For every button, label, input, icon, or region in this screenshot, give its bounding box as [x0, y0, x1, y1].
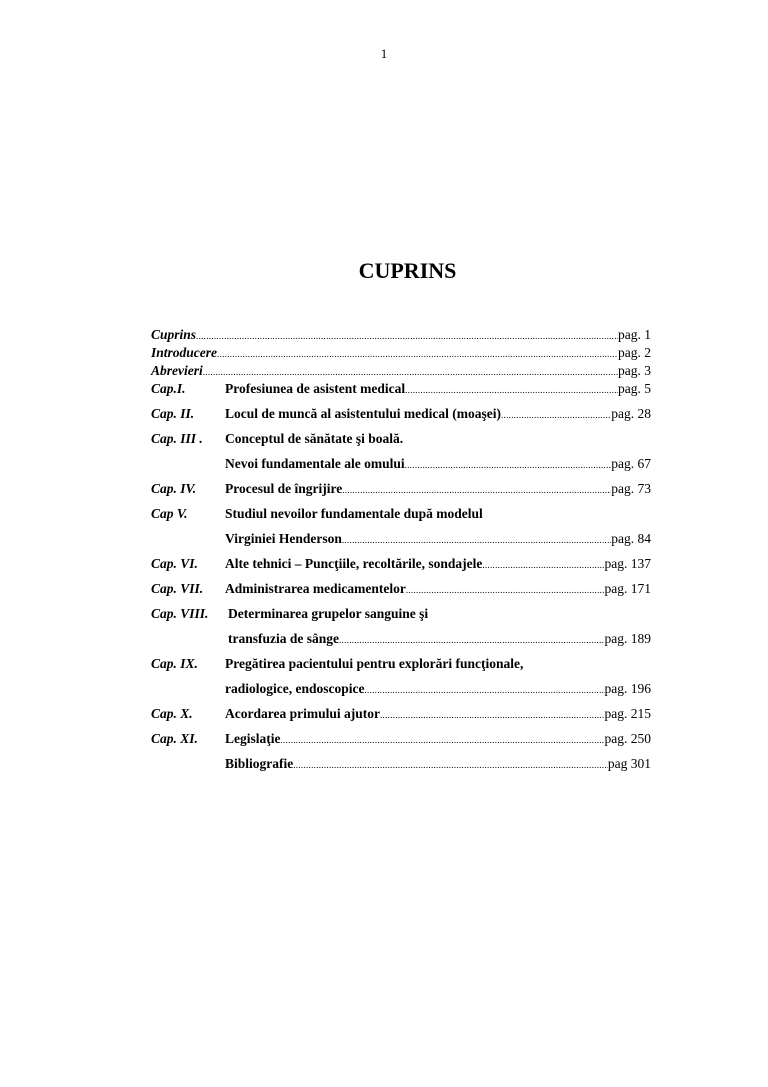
leader-dots: [342, 531, 611, 549]
toc-entry-introducere[interactable]: [151, 344, 651, 362]
toc-page: pag 301: [607, 756, 651, 771]
toc-label: Cap. X.: [151, 706, 193, 721]
toc-page: pag. 171: [604, 581, 651, 596]
toc-page: pag. 28: [611, 406, 651, 421]
toc-label: Cap. II.: [151, 406, 195, 421]
toc-text: Alte tehnici – Puncţiile, recoltările, sondajele: [225, 556, 483, 571]
toc-entry-cap-9[interactable]: [151, 655, 651, 673]
toc-entry-cap-1[interactable]: [151, 380, 651, 398]
toc-text: Profesiunea de asistent medical: [225, 381, 406, 396]
toc-entry-cap-4[interactable]: [151, 480, 651, 498]
toc-page: pag. 67: [611, 456, 651, 471]
toc-entry-bibliografie[interactable]: [151, 755, 651, 773]
toc-text: radiologice, endoscopice: [225, 681, 365, 696]
toc-text: Acordarea primului ajutor: [225, 706, 380, 721]
leader-dots: [380, 706, 605, 724]
toc-page: pag. 2: [618, 345, 651, 360]
toc-entry-cap-10[interactable]: [151, 705, 651, 723]
toc-label: Cap. IX.: [151, 656, 198, 671]
toc-text: Nevoi fundamentale ale omului: [225, 456, 405, 471]
leader-dots: [281, 731, 605, 749]
toc-text: Legislaţie: [225, 731, 281, 746]
toc-label: Cap. VII.: [151, 581, 204, 596]
toc-entry-cap-7[interactable]: [151, 580, 651, 598]
toc-page: pag. 84: [611, 531, 651, 546]
toc-text: Virginiei Henderson: [225, 531, 342, 546]
toc-label: Cap. VI.: [151, 556, 198, 571]
toc-text: Conceptul de sănătate şi boală.: [225, 431, 404, 446]
leader-dots: [293, 756, 608, 774]
toc-page: pag. 1: [618, 327, 651, 342]
toc-entry-cap-11[interactable]: [151, 730, 651, 748]
leader-dots: [217, 345, 618, 363]
leader-dots: [405, 456, 612, 474]
toc-label: Cap.I.: [151, 381, 186, 396]
leader-dots: [501, 406, 611, 424]
toc-entry-cap-3-cont[interactable]: [151, 455, 651, 473]
toc-page: pag. 73: [611, 481, 651, 496]
toc-text: Bibliografie: [225, 756, 294, 771]
toc-entry-cap-3[interactable]: [151, 430, 651, 448]
toc-label: Cap V.: [151, 506, 188, 521]
toc-label: Introducere: [151, 345, 218, 360]
toc-label: Cap. III .: [151, 431, 203, 446]
leader-dots: [406, 581, 605, 599]
toc-entry-cap-9-cont[interactable]: [151, 680, 651, 698]
toc-text: transfuzia de sânge: [228, 631, 339, 646]
toc-entry-cap-5[interactable]: [151, 505, 651, 523]
page-title: CUPRINS: [358, 258, 457, 283]
toc-label: Cap. IV.: [151, 481, 197, 496]
toc-entry-abrevieri[interactable]: [151, 362, 651, 380]
toc-label: Cuprins: [151, 327, 197, 342]
toc-entry-cap-8-cont[interactable]: [151, 630, 651, 648]
toc-entry-cap-5-cont[interactable]: [151, 530, 651, 548]
toc-entry-cap-2[interactable]: [151, 405, 651, 423]
toc-page: pag. 189: [604, 631, 651, 646]
toc-entry-cap-8[interactable]: [151, 605, 651, 623]
toc-text: Pregătirea pacientului pentru explorări funcţionale,: [225, 656, 524, 671]
toc-text: Administrarea medicamentelor: [225, 581, 406, 596]
toc-page: pag. 196: [604, 681, 651, 696]
toc-entry-cap-6[interactable]: [151, 555, 651, 573]
leader-dots: [339, 631, 605, 649]
toc-text: Locul de muncă al asistentului medical (moaşei): [225, 406, 501, 421]
toc-text: Determinarea grupelor sanguine şi: [228, 606, 429, 621]
page-number: 1: [380, 46, 388, 61]
toc-page: pag. 5: [618, 381, 651, 396]
toc-text: Studiul nevoilor fundamentale după modelul: [225, 506, 483, 521]
toc-page: pag. 3: [618, 363, 651, 378]
toc-page: pag. 250: [604, 731, 651, 746]
leader-dots: [196, 327, 618, 345]
toc-page: pag. 215: [604, 706, 651, 721]
toc-page: pag. 137: [604, 556, 651, 571]
table-of-contents: [151, 326, 651, 773]
leader-dots: [482, 556, 604, 574]
toc-text: Procesul de îngrijire: [225, 481, 343, 496]
leader-dots: [405, 381, 618, 399]
leader-dots: [364, 681, 604, 699]
toc-label: Abrevieri: [151, 363, 203, 378]
leader-dots: [203, 363, 618, 381]
leader-dots: [342, 481, 611, 499]
toc-label: Cap. VIII.: [151, 606, 209, 621]
toc-label: Cap. XI.: [151, 731, 198, 746]
toc-entry-cuprins[interactable]: [151, 326, 651, 344]
